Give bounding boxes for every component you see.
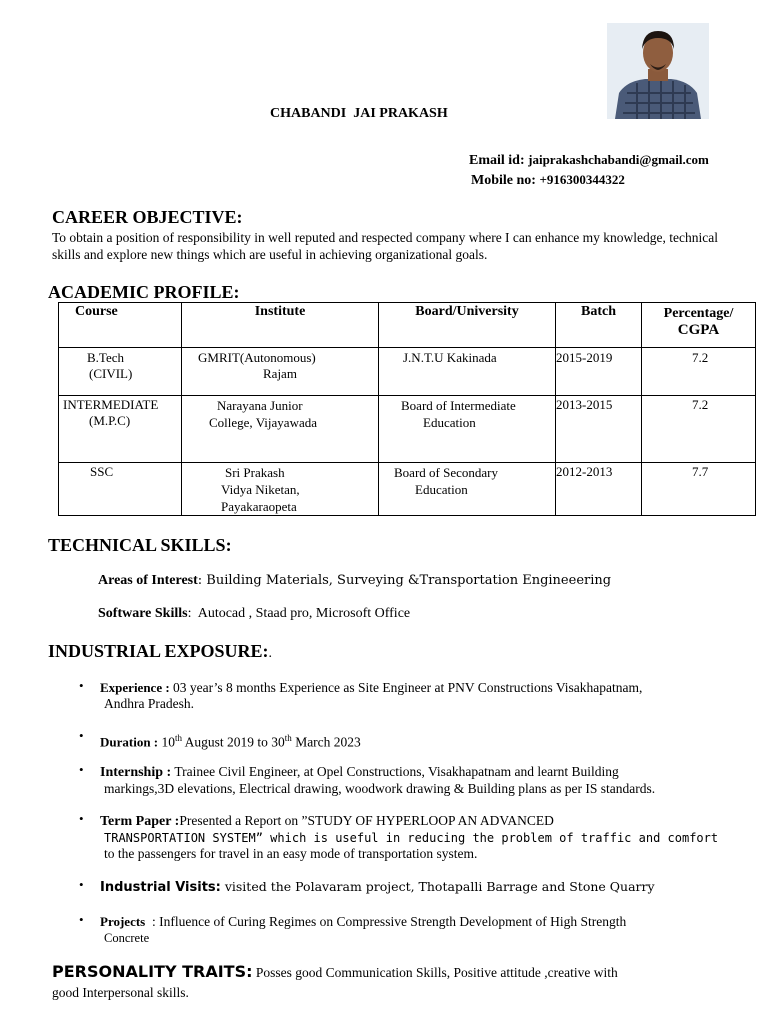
industrial-visits-item (100, 879, 755, 896)
bullet-icon: • (79, 912, 84, 927)
email-value: jaiprakashchabandi@gmail.com (528, 152, 709, 167)
board-line: J.N.T.U Kakinada (403, 350, 497, 365)
internship-text-cont: markings,3D elevations, Electrical drawing, woodwork drawing & Building plans as per IS standards. (104, 781, 656, 796)
course-line: SSC (90, 464, 114, 479)
percentage-cell: 7.7 (692, 464, 709, 479)
person-photo-icon (607, 23, 709, 119)
board-line: Board of Secondary (394, 465, 498, 480)
col-cgpa: CGPA (677, 322, 720, 338)
board-line: Education (415, 482, 468, 497)
term-paper-item (100, 813, 755, 862)
term-paper-label: Term Paper : (100, 814, 180, 829)
board-line: Board of Intermediate (401, 398, 516, 413)
academic-table (58, 302, 756, 516)
projects-text-cont: Concrete (104, 931, 150, 945)
projects-label: Projects (100, 914, 146, 929)
mobile-value: +916300344322 (539, 172, 625, 187)
col-institute: Institute (254, 304, 306, 319)
col-batch: Batch (581, 304, 616, 319)
col-percentage: Percentage/ (663, 306, 734, 321)
personality-traits-section (52, 962, 752, 1003)
industrial-visits-text: visited the Polavaram project, Thotapalli Barrage and Stone Quarry (220, 879, 655, 894)
academic-profile-heading: ACADEMIC PROFILE: (48, 282, 240, 302)
industrial-exposure-title: INDUSTRIAL EXPOSURE: (48, 641, 269, 661)
term-paper-text-cont: TRANSPORTATION SYSTEM” which is useful in reducing the problem of traffic and comfort (104, 831, 719, 845)
percentage-cell: 7.2 (692, 350, 709, 365)
areas-of-interest-line (98, 573, 611, 589)
career-objective-heading: CAREER OBJECTIVE: (52, 207, 243, 227)
course-line: (CIVIL) (89, 366, 133, 381)
academic-table-header (59, 303, 756, 348)
personality-traits-heading: PERSONALITY TRAITS: (52, 962, 253, 981)
duration-label: Duration : (100, 734, 159, 750)
personality-traits-text-cont: good Interpersonal skills. (52, 985, 189, 1000)
software-skills-label: Software Skills (98, 606, 188, 621)
institute-line: Payakaraopeta (221, 499, 297, 514)
bullet-icon: • (79, 728, 84, 743)
email-line (469, 152, 709, 169)
internship-label: Internship : (100, 765, 172, 780)
bullet-icon: • (79, 762, 84, 777)
duration-text: 10 (158, 734, 176, 750)
technical-skills-heading: TECHNICAL SKILLS: (48, 535, 232, 555)
term-paper-text-cont2: to the passengers for travel in an easy mode of transportation system. (104, 846, 478, 861)
areas-of-interest-label: Areas of Interest (98, 573, 198, 588)
course-line: (M.P.C) (89, 413, 131, 428)
institute-line: Sri Prakash (225, 465, 285, 480)
career-objective-text: To obtain a position of responsibility in well reputed and respected company where I can enhance my knowledge, technical skills and explore new things which are useful in achieving organizational goals. (52, 230, 718, 262)
batch-cell: 2012-2013 (556, 464, 613, 479)
bullet-icon: • (79, 877, 84, 892)
col-board: Board/University (415, 304, 519, 319)
profile-photo (607, 23, 709, 119)
experience-item (100, 680, 755, 712)
experience-text-cont: Andhra Pradesh. (104, 696, 194, 711)
bullet-icon: • (79, 811, 84, 826)
batch-cell: 2015-2019 (556, 350, 613, 365)
personality-traits-text: Posses good Communication Skills, Positive attitude ,creative with (252, 965, 618, 980)
term-paper-text: Presented a Report on ”STUDY OF HYPERLOOP AN ADVANCED (179, 813, 554, 828)
col-course: Course (75, 304, 118, 319)
institute-line: GMRIT(Autonomous) (198, 350, 316, 365)
table-row (59, 463, 756, 516)
course-line: B.Tech (87, 350, 124, 365)
internship-text: Trainee Civil Engineer, at Opel Constructions, Visakhapatnam and learnt Building (171, 764, 619, 779)
table-row (59, 348, 756, 396)
table-row (59, 396, 756, 463)
percentage-cell: 7.2 (692, 397, 709, 412)
internship-item (100, 764, 755, 797)
institute-line: College, Vijayawada (209, 415, 317, 430)
mobile-label: Mobile no: (471, 173, 536, 188)
institute-line: Vidya Niketan, (221, 482, 300, 497)
duration-item (100, 730, 755, 751)
bullet-icon: • (79, 678, 84, 693)
software-skills-value: : Autocad , Staad pro, Microsoft Office (187, 606, 411, 621)
industrial-visits-label: Industrial Visits: (100, 880, 221, 895)
batch-cell: 2013-2015 (556, 397, 613, 412)
heading-dot: . (268, 646, 273, 661)
duration-sup: th (175, 733, 183, 743)
industrial-exposure-heading (48, 641, 272, 662)
email-label: Email id: (469, 153, 525, 168)
projects-item (100, 914, 755, 946)
institute-line: Narayana Junior (217, 398, 303, 413)
board-line: Education (423, 415, 476, 430)
institute-line: Rajam (263, 366, 297, 381)
course-line: INTERMEDIATE (63, 397, 159, 412)
projects-text: : Influence of Curing Regimes on Compressive Strength Development of High Strength (145, 914, 627, 929)
areas-of-interest-value: : Building Materials, Surveying &Transportation Engineeering (197, 573, 612, 588)
duration-text: August 2019 to 30 (182, 734, 285, 750)
duration-sup: th (284, 733, 292, 743)
software-skills-line (98, 606, 410, 622)
candidate-name: CHABANDI JAI PRAKASH (270, 106, 448, 121)
mobile-line (471, 172, 625, 189)
duration-text: March 2023 (291, 734, 361, 750)
experience-text: 03 year’s 8 months Experience as Site Engineer at PNV Constructions Visakhapatnam, (169, 680, 643, 695)
experience-label: Experience : (100, 680, 170, 695)
